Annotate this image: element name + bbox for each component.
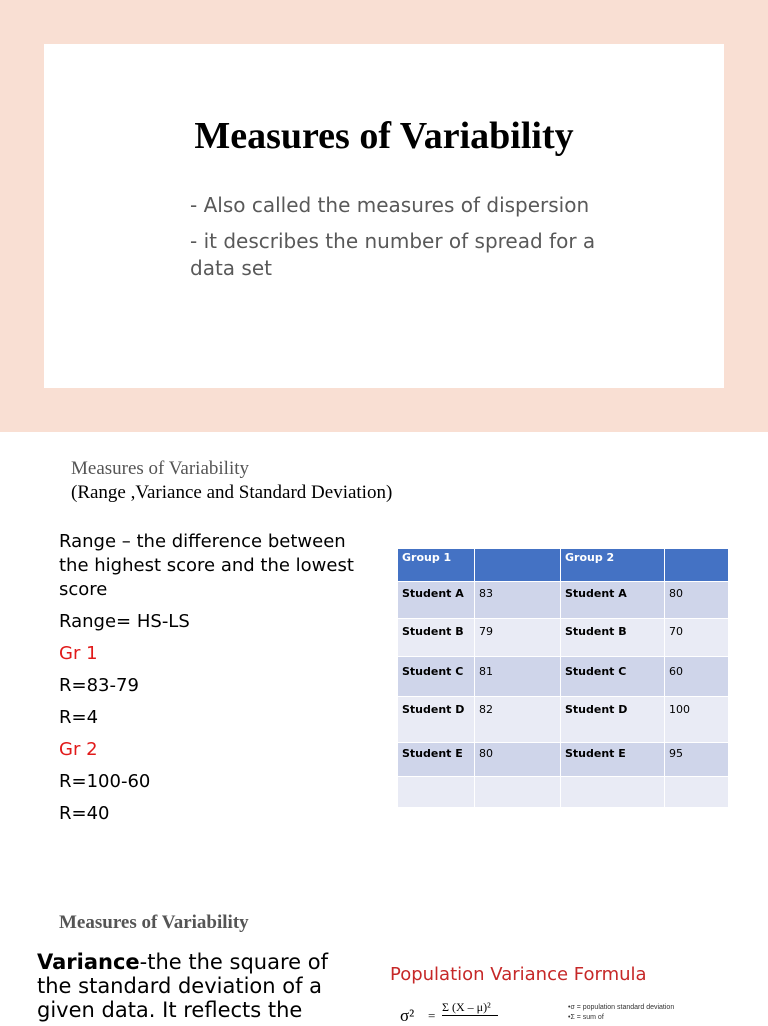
range-explanation xyxy=(59,530,359,834)
slide-2-subheading: (Range ,Variance and Standard Deviation) xyxy=(71,482,393,503)
group-1-label: Gr 1 xyxy=(59,643,98,664)
table-cell: Student A xyxy=(398,582,475,619)
table-cell: 70 xyxy=(665,619,729,657)
group-1-calc: R=83-79 xyxy=(59,675,139,696)
range-definition: Range – the difference between the highest score and the lowest score xyxy=(59,531,354,600)
header-cell xyxy=(665,549,729,582)
slide-1 xyxy=(0,0,768,432)
table-cell xyxy=(475,777,561,808)
table-cell: 100 xyxy=(665,697,729,743)
table-cell: Student B xyxy=(561,619,665,657)
table-cell: 82 xyxy=(475,697,561,743)
table-cell: 79 xyxy=(475,619,561,657)
group-2-calc: R=100-60 xyxy=(59,771,151,792)
table-cell: 80 xyxy=(665,582,729,619)
header-cell: Group 2 xyxy=(561,549,665,582)
slide-1-bullets xyxy=(190,192,610,282)
table-cell: Student E xyxy=(561,743,665,777)
group-1-result: R=4 xyxy=(59,707,99,728)
table-row xyxy=(398,697,729,743)
variance-term: Variance xyxy=(37,950,140,974)
bullet-spread: - it describes the number of spread for a data set xyxy=(190,229,596,280)
fraction-bar xyxy=(442,1015,498,1016)
variance-definition xyxy=(37,950,357,1022)
table-cell xyxy=(665,777,729,808)
bullet-dispersion: - Also called the measures of dispersion xyxy=(190,193,590,217)
table-cell: Student B xyxy=(398,619,475,657)
table-cell: Student D xyxy=(561,697,665,743)
table-row xyxy=(398,777,729,808)
formula-title: Population Variance Formula xyxy=(390,964,647,985)
table-cell: Student E xyxy=(398,743,475,777)
group-2-result: R=40 xyxy=(59,803,110,824)
header-cell: Group 1 xyxy=(398,549,475,582)
table-cell xyxy=(561,777,665,808)
slide-1-title: Measures of Variability xyxy=(194,115,574,157)
range-formula: Range= HS-LS xyxy=(59,611,190,632)
slide-3-heading: Measures of Variability xyxy=(59,912,249,933)
table-cell xyxy=(398,777,475,808)
title-card xyxy=(44,44,724,388)
table-cell: 60 xyxy=(665,657,729,697)
group-2-label: Gr 2 xyxy=(59,739,98,760)
legend-item: • σ = population standard deviation xyxy=(568,1003,674,1013)
table-row xyxy=(398,743,729,777)
table-cell: 83 xyxy=(475,582,561,619)
legend-item: • Σ = sum of xyxy=(568,1013,674,1023)
formula-equals: = xyxy=(428,1008,436,1023)
table-cell: 80 xyxy=(475,743,561,777)
header-cell xyxy=(475,549,561,582)
slide-2-heading: Measures of Variability xyxy=(71,458,249,479)
table-header-row xyxy=(398,549,729,582)
table-row xyxy=(398,582,729,619)
table-cell: Student D xyxy=(398,697,475,743)
table-row xyxy=(398,619,729,657)
variance-formula xyxy=(398,1000,518,1024)
formula-lhs: σ² xyxy=(400,1006,415,1025)
table-cell: Student C xyxy=(561,657,665,697)
table-cell: Student A xyxy=(561,582,665,619)
formula-numerator: Σ (X – μ)² xyxy=(442,1000,491,1014)
table-cell: 95 xyxy=(665,743,729,777)
table-cell: Student C xyxy=(398,657,475,697)
scores-table xyxy=(397,548,729,808)
table-row xyxy=(398,657,729,697)
variance-text: -the the square of the standard deviation of a given data. It reflects the xyxy=(37,950,328,1022)
formula-legend xyxy=(568,1003,674,1023)
table-cell: 81 xyxy=(475,657,561,697)
